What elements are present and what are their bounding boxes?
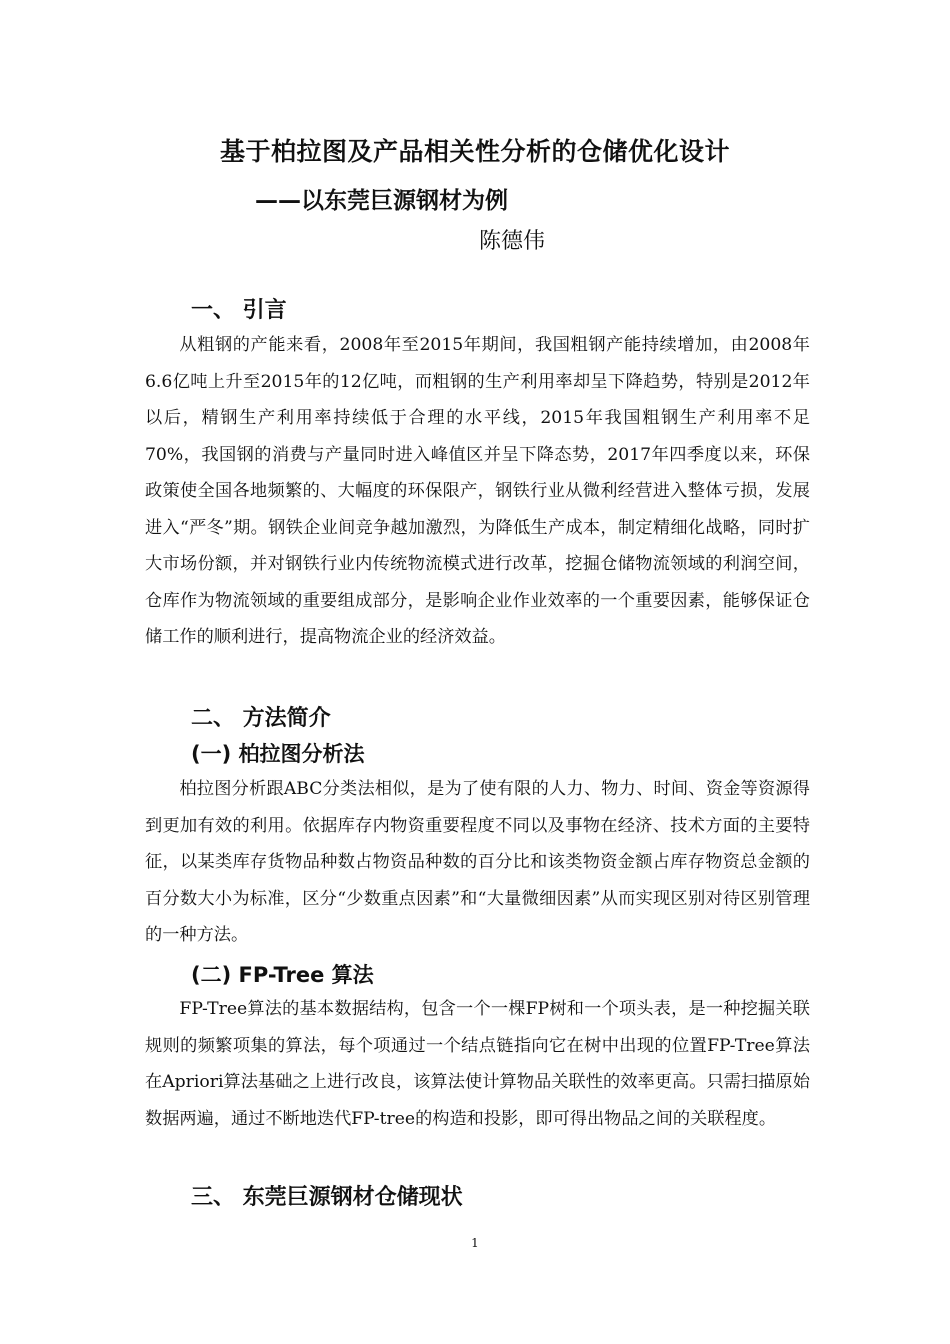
subsection-heading-fptree: (二) FP-Tree 算法 bbox=[191, 963, 374, 987]
fptree-paragraph: FP-Tree算法的基本数据结构，包含一个一棵FP树和一个项头表，是一种挖掘关联规则的频繁项集的算法，每个项通过一个结点链指向它在树中出现的位置FP-Tree算法在Apriori算法基础之上进行改良，该算法使计算物品关联性的效率更高。只需扫描原始数据两遍，通过不断地迭代FP-tree的构造和投影，即可得出物品之间的关联程度。 bbox=[145, 999, 810, 1129]
section-heading-status: 三、 东莞巨源钢材仓储现状 bbox=[191, 1185, 463, 1210]
document-subtitle: ——以东莞巨源钢材为例 bbox=[255, 188, 508, 214]
subsection-heading-pareto: (一) 柏拉图分析法 bbox=[191, 742, 365, 766]
section-heading-methods: 二、 方法简介 bbox=[191, 706, 331, 731]
section-heading-intro: 一、 引言 bbox=[191, 298, 287, 323]
document-title: 基于柏拉图及产品相关性分析的仓储优化设计 bbox=[219, 137, 730, 166]
author-name: 陈德伟 bbox=[479, 229, 546, 254]
page-number: 1 bbox=[471, 1236, 479, 1250]
pareto-paragraph: 柏拉图分析跟ABC分类法相似，是为了使有限的人力、物力、时间、资金等资源得到更加有效的利用。依据库存内物资重要程度不同以及事物在经济、技术方面的主要特征，以某类库存货物品种数占物资品种数的百分比和该类物资金额占库存物资总金额的百分数大小为标准，区分“少数重点因素”和“大量微细因素”从而实现区别对待区别管理的一种方法。 bbox=[145, 779, 810, 945]
intro-paragraph: 从粗钢的产能来看，2008年至2015年期间，我国粗钢产能持续增加，由2008年6.6亿吨上升至2015年的12亿吨，而粗钢的生产利用率却呈下降趋势，特别是2012年以后，精钢生产利用率持续低于合理的水平线，2015年我国粗钢生产利用率不足70%，我国钢的消费与产量同时进入峰值区并呈下降态势，2017年四季度以来，环保政策使全国各地频繁的、大幅度的环保限产，钢铁行业从微利经营进入整体亏损，发展进入“严冬”期。钢铁企业间竞争越加激烈，为降低生产成本，制定精细化战略，同时扩大市场份额，并对钢铁行业内传统物流模式进行改革，挖掘仓储物流领域的利润空间，仓库作为物流领域的重要组成部分，是影响企业作业效率的一个重要因素，能够保证仓储工作的顺利进行，提高物流企业的经济效益。 bbox=[145, 335, 810, 647]
